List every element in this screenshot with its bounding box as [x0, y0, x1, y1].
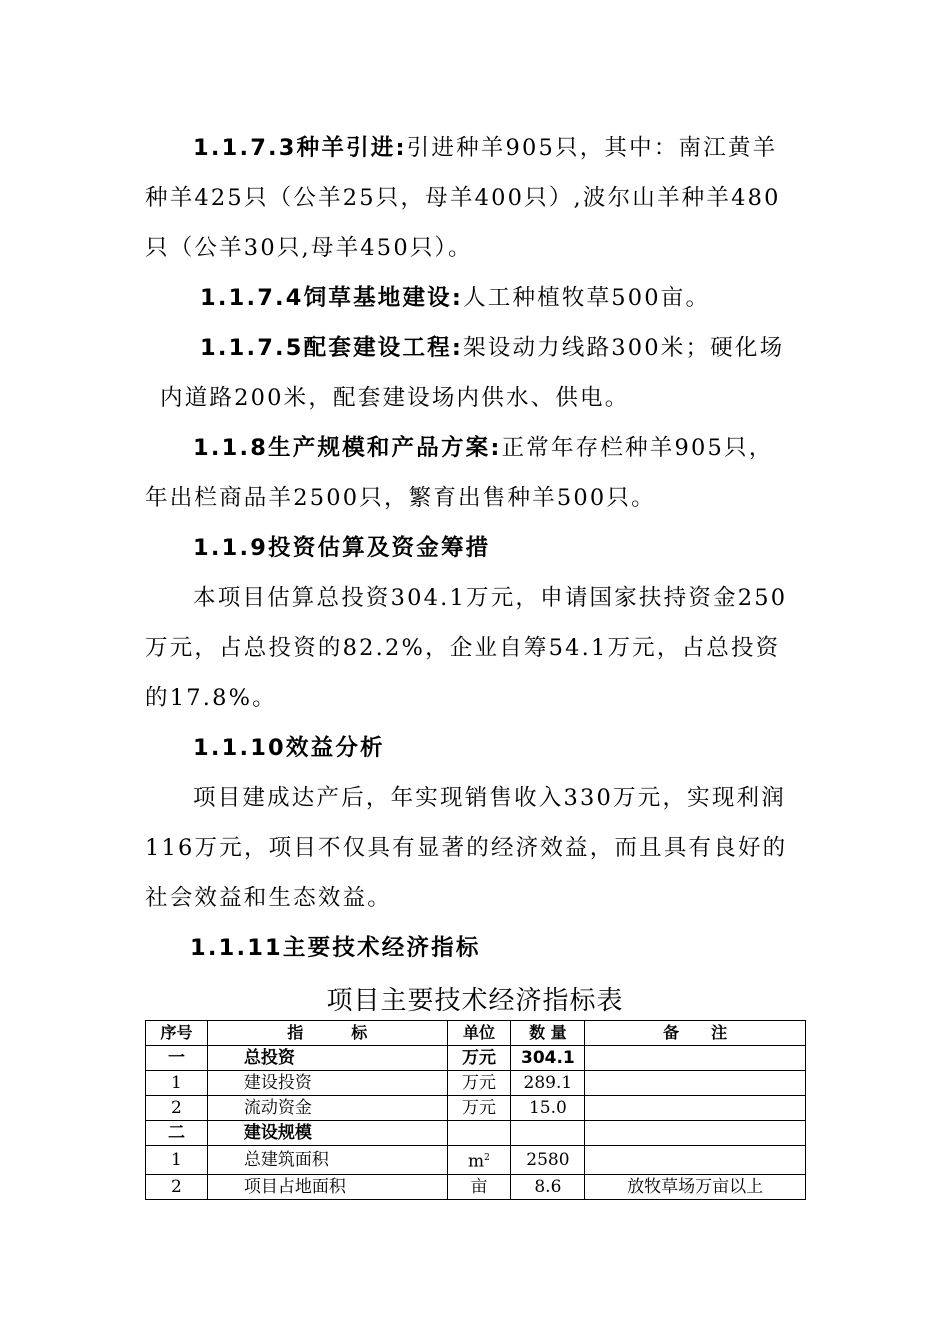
para-1174-text: 人工种植牧草500亩。 [463, 285, 711, 311]
table-title: 项目主要技术经济指标表 [326, 986, 624, 1016]
para-1173-text1: 引进种羊905只，其中：南江黄羊 [406, 135, 778, 161]
cell-indicator: 项目占地面积 [207, 1174, 447, 1199]
cell-no: 1 [146, 1146, 208, 1175]
table-header-row [146, 1021, 806, 1046]
cell-unit: 万元 [447, 1046, 511, 1071]
para-118-text1: 正常年存栏种羊905只， [501, 435, 774, 461]
para-119-line1: 本项目估算总投资304.1万元，申请国家扶持资金250 [193, 585, 788, 611]
heading-119: 1.1.9投资估算及资金筹措 [193, 535, 491, 561]
cell-unit [447, 1121, 511, 1146]
cell-indicator: 流动资金 [207, 1096, 447, 1121]
unit-text: m [468, 1151, 485, 1172]
table-row [146, 1071, 806, 1096]
cell-no: 一 [146, 1046, 208, 1071]
cell-unit [447, 1146, 511, 1175]
para-1110-line2: 116万元，项目不仅具有显著的经济效益，而且具有良好的 [145, 835, 788, 861]
para-1173-line2: 种羊425只（公羊25只，母羊400只）,波尔山羊种羊480 [145, 185, 781, 211]
cell-note [585, 1121, 806, 1146]
cell-indicator: 总投资 [207, 1046, 447, 1071]
para-1175-line1 [200, 333, 784, 363]
table-row [146, 1121, 806, 1146]
para-1110-line1: 项目建成达产后，年实现销售收入330万元，实现利润 [193, 785, 786, 811]
indicator-table [145, 1020, 806, 1200]
para-1173-line1 [193, 133, 777, 163]
cell-qty: 2580 [511, 1146, 585, 1175]
para-118-line2: 年出栏商品羊2500只，繁育出售种羊500只。 [145, 485, 656, 511]
heading-1110: 1.1.10效益分析 [193, 735, 385, 761]
header-no: 序号 [146, 1021, 208, 1046]
heading-1174: 1.1.7.4饲草基地建设: [200, 285, 464, 311]
para-118-line1 [193, 433, 773, 463]
cell-no: 二 [146, 1121, 208, 1146]
header-unit: 单位 [447, 1021, 511, 1046]
table-row [146, 1146, 806, 1175]
cell-unit: 亩 [447, 1174, 511, 1199]
header-indicator: 指 标 [207, 1021, 447, 1046]
header-note: 备 注 [585, 1021, 806, 1046]
header-qty: 数 量 [511, 1021, 585, 1046]
cell-no: 1 [146, 1071, 208, 1096]
para-1174 [200, 283, 710, 313]
cell-unit: 万元 [447, 1096, 511, 1121]
heading-118: 1.1.8生产规模和产品方案: [193, 435, 502, 461]
para-1175-line2: 内道路200米，配套建设场内供水、供电。 [160, 385, 630, 411]
table-row [146, 1096, 806, 1121]
cell-qty: 8.6 [511, 1174, 585, 1199]
heading-1175: 1.1.7.5配套建设工程: [200, 335, 464, 361]
cell-qty: 15.0 [511, 1096, 585, 1121]
table-row [146, 1174, 806, 1199]
cell-note: 放牧草场万亩以上 [585, 1174, 806, 1199]
cell-no: 2 [146, 1096, 208, 1121]
para-1173-line3: 只（公羊30只,母羊450只）。 [145, 235, 473, 261]
cell-unit: 万元 [447, 1071, 511, 1096]
cell-indicator: 总建筑面积 [207, 1146, 447, 1175]
cell-qty: 289.1 [511, 1071, 585, 1096]
cell-note [585, 1146, 806, 1175]
para-119-line2: 万元，占总投资的82.2%，企业自筹54.1万元，占总投资 [145, 635, 781, 661]
heading-1173: 1.1.7.3种羊引进: [193, 135, 407, 161]
heading-1111: 1.1.11主要技术经济指标 [190, 935, 481, 961]
cell-indicator: 建设投资 [207, 1071, 447, 1096]
cell-indicator: 建设规模 [207, 1121, 447, 1146]
cell-qty: 304.1 [511, 1046, 585, 1071]
cell-qty [511, 1121, 585, 1146]
table-row [146, 1046, 806, 1071]
cell-note [585, 1096, 806, 1121]
cell-note [585, 1046, 806, 1071]
para-119-line3: 的17.8%。 [145, 685, 277, 711]
cell-no: 2 [146, 1174, 208, 1199]
cell-note [585, 1071, 806, 1096]
para-1175-text1: 架设动力线路300米；硬化场 [463, 335, 785, 361]
para-1110-line3: 社会效益和生态效益。 [145, 885, 393, 911]
unit-superscript: 2 [484, 1153, 490, 1163]
